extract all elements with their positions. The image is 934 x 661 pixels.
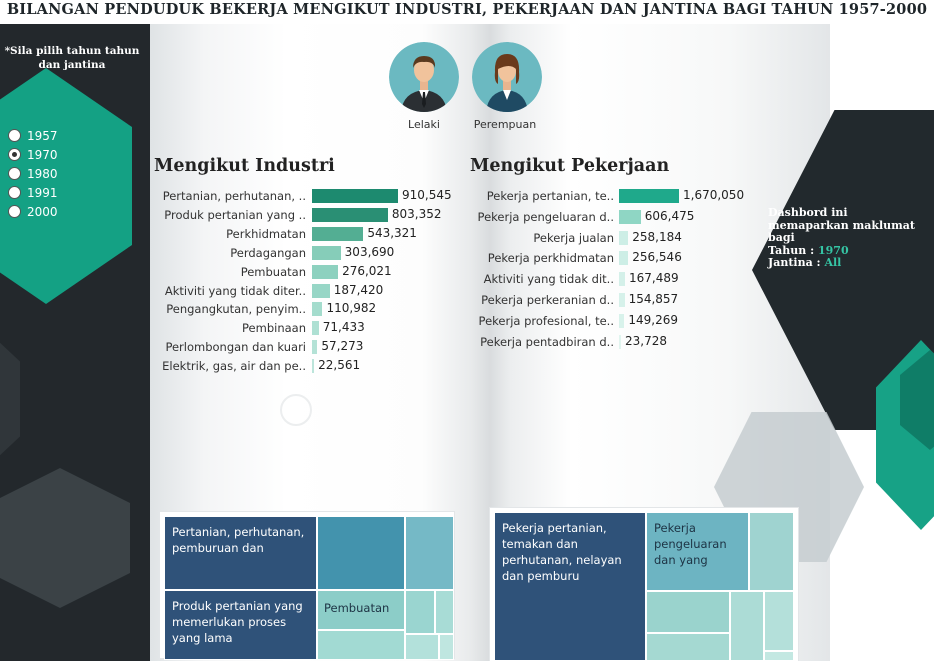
bar[interactable] [619,189,679,203]
bar-category-label: Pekerja pertanian, te.. [486,189,614,203]
bar-value-label: 22,561 [318,358,361,373]
bar-row[interactable] [150,263,460,282]
bar-category-label: Produk pertanian yang .. [164,207,306,222]
bar[interactable] [312,284,330,298]
treemap-cell-pekerja-pengeluaran[interactable] [646,512,749,591]
treemap-cell-pekerja-jualan[interactable] [749,512,794,591]
radio-button[interactable] [8,129,21,142]
bar-row[interactable] [466,312,756,331]
bar-value-label: 167,489 [629,271,679,286]
bar[interactable] [312,227,363,241]
bar-value-label: 1,670,050 [683,188,745,202]
bar-row[interactable] [466,187,756,206]
treemap-cell-pengangkutan[interactable] [317,630,405,660]
bar[interactable] [312,359,314,373]
treemap-label: Produk pertanian yang memerlukan proses yang lama [172,599,303,645]
treemap-cell-pertanian[interactable] [164,516,317,590]
bar-category-label: Aktiviti yang tidak diter.. [164,283,306,298]
filter-prompt: *Sila pilih tahun tahun dan jantina [4,45,140,71]
bar-value-label: 57,273 [321,339,364,354]
bar-value-label: 187,420 [333,282,384,297]
year-option-1957[interactable] [8,126,58,145]
bar-value-label: 71,433 [322,320,365,335]
year-option-label: 2000 [27,204,58,219]
bar[interactable] [619,335,621,349]
bar-value-label: 149,269 [628,312,678,327]
bar-category-label: Pekerja jualan [533,230,614,245]
bar[interactable] [312,321,319,335]
grey-hexagon-decoration [0,468,130,608]
bar-category-label: Pekerja pengeluaran d.. [477,209,614,224]
bar[interactable] [312,340,317,354]
bar-value-label: 303,690 [344,244,395,259]
year-option-label: 1970 [27,147,58,162]
treemap-cell-pekerja-profesional[interactable] [764,591,794,651]
bar-category-label: Aktiviti yang tidak dit.. [483,272,614,287]
treemap-label: Pembuatan [324,601,390,615]
bar-value-label: 256,546 [632,250,682,265]
bar-category-label: Perlombongan dan kuari [165,340,306,355]
year-option-1980[interactable] [8,164,58,183]
female-avatar[interactable] [472,42,542,112]
bar-row[interactable] [466,270,756,289]
bar[interactable] [619,251,628,265]
info-gender-row [768,257,928,270]
info-text [768,207,928,270]
bar-value-label: 110,982 [326,301,377,316]
info-description: Dashbord ini memaparkan maklumat bagi [768,206,916,244]
bar-row[interactable] [150,206,460,225]
bar-category-label: Elektrik, gas, air dan pe.. [162,359,306,374]
male-label: Lelaki [408,118,440,131]
bar-category-label: Perdagangan [230,245,306,260]
female-label: Perempuan [473,118,537,131]
radio-button[interactable] [8,148,21,161]
treemap-cell-pekerja-pertanian[interactable] [494,512,646,661]
bar-value-label: 258,184 [632,229,682,244]
bar[interactable] [619,210,641,224]
bar[interactable] [312,208,388,222]
bar-row[interactable] [150,282,460,301]
bar-category-label: Perkhidmatan [226,226,306,241]
bar[interactable] [619,272,625,286]
treemap-cell-pembinaan[interactable] [435,590,454,634]
bar[interactable] [312,265,338,279]
bar-value-label: 910,545 [402,188,452,202]
bar-row[interactable] [150,319,460,338]
year-option-2000[interactable] [8,202,58,221]
bar-category-label: Pekerja profesional, te.. [478,313,614,328]
year-option-label: 1957 [27,128,58,143]
bar[interactable] [619,314,624,328]
treemap-cell-aktiviti[interactable] [646,633,730,661]
bar-row[interactable] [466,208,756,227]
info-gender-value: All [824,256,842,269]
bar-category-label: Pekerja perkhidmatan [487,251,614,266]
filter-sidebar [0,24,150,661]
year-option-1970[interactable] [8,145,58,164]
treemap-cell-elektrik[interactable] [439,634,454,660]
bar-category-label: Pertanian, perhutanan, .. [162,189,306,203]
male-avatar[interactable] [389,42,459,112]
info-year-label: Tahun : [768,243,815,257]
treemap-cell-perlombongan[interactable] [405,634,439,660]
year-option-1991[interactable] [8,183,58,202]
bar[interactable] [312,189,398,203]
industry-treemap [160,512,454,658]
industry-bar-chart [150,187,460,377]
bar[interactable] [312,302,322,316]
industry-chart-title: Mengikut Industri [154,156,335,176]
year-option-label: 1991 [27,185,58,200]
bar-category-label: Pekerja pentadbiran d.. [480,334,614,349]
info-gender-label: Jantina : [768,256,821,269]
bar-row[interactable] [150,338,460,357]
treemap-cell-pembuatan[interactable] [317,590,405,630]
female-person-icon [472,42,542,112]
bar-category-label: Pengangkutan, penyim.. [166,302,306,317]
radio-button[interactable] [8,205,21,218]
bar-category-label: Pekerja perkeranian d.. [481,293,614,307]
bar[interactable] [619,293,625,307]
treemap-label: Pertanian, perhutanan, pemburuan dan [172,525,305,555]
bar-value-label: 154,857 [628,292,679,306]
bar-row[interactable] [150,357,460,376]
bar-value-label: 276,021 [342,263,392,278]
bar-value-label: 23,728 [625,333,667,348]
bar[interactable] [619,231,628,245]
watermark-icon [280,394,312,426]
bar-value-label: 803,352 [391,206,442,221]
bar-value-label: 543,321 [367,225,417,240]
dashboard-title: BILANGAN PENDUDUK BEKERJA MENGIKUT INDUSTRI, PEKERJAAN DAN JANTINA BAGI TAHUN 1957-2000 [6,1,928,18]
treemap-label: Pekerja pertanian, temakan dan perhutanan, nelayan dan pemburu [502,521,622,583]
year-radio-group[interactable] [8,126,58,221]
occupation-treemap [490,508,798,661]
treemap-label: Pekerja pengeluaran dan yang [654,521,727,567]
bar-category-label: Pembuatan [240,264,306,279]
bar-row[interactable] [466,249,756,268]
bar-row[interactable] [150,225,460,244]
treemap-cell-pekerja-pentadbiran[interactable] [764,651,794,661]
bar-row[interactable] [466,229,756,248]
treemap-cell-pekerja-perkhidmatan[interactable] [646,591,730,633]
treemap-cell-perdagangan[interactable] [405,516,454,590]
treemap-cell-aktiviti[interactable] [405,590,435,634]
bar-row[interactable] [150,187,460,206]
occupation-chart-title: Mengikut Pekerjaan [470,156,670,176]
bar[interactable] [312,246,341,260]
treemap-cell-pekerja-perkeranian[interactable] [730,591,764,661]
treemap-cell-produk-pertanian[interactable] [164,590,317,660]
bar-row[interactable] [150,244,460,263]
info-year-value: 1970 [818,243,849,257]
bar-row[interactable] [150,300,460,319]
year-option-label: 1980 [27,166,58,181]
bar-category-label: Pembinaan [242,321,306,336]
bar-row[interactable] [466,333,756,352]
radio-button[interactable] [8,167,21,180]
male-person-icon [389,42,459,112]
bar-row[interactable] [466,291,756,310]
radio-button[interactable] [8,186,21,199]
bar-value-label: 606,475 [644,208,695,223]
occupation-bar-chart [466,187,756,347]
grey-hexagon-decoration [0,324,20,474]
treemap-cell-perkhidmatan[interactable] [317,516,405,590]
